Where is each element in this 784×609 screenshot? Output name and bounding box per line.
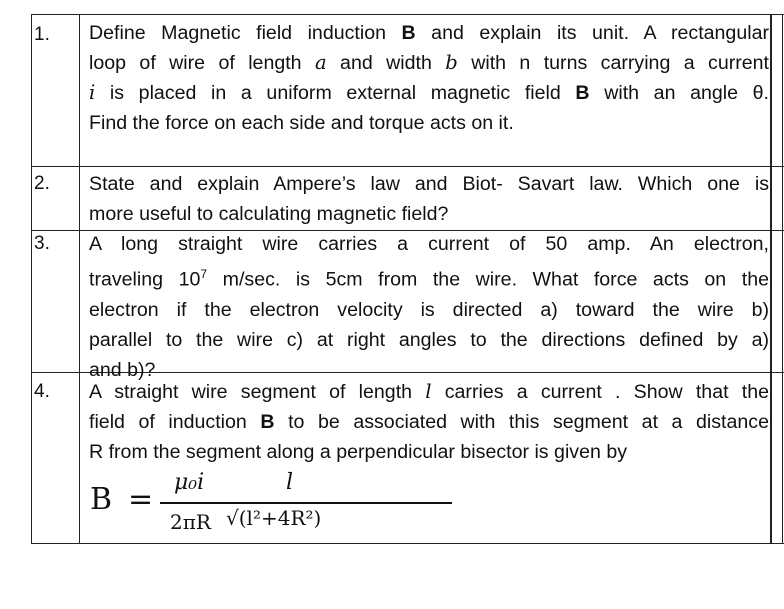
question-line	[89, 229, 769, 259]
text-segment: R from the segment along a perpendicular bisector is given by	[89, 441, 628, 463]
text-segment: with n turns carrying a current	[457, 52, 770, 74]
question-number-2: 2.	[34, 173, 50, 194]
formula-numerator-left: μ₀i	[174, 470, 205, 495]
math-symbol: b	[445, 51, 458, 74]
question-number-3: 3.	[34, 233, 50, 254]
text-segment: loop of wire of length	[89, 52, 315, 74]
formula-denominator-right: √(l²+4R²)	[226, 506, 322, 530]
table-top-border	[31, 14, 784, 15]
table-bottom-border	[31, 543, 784, 544]
bold-symbol: B	[575, 82, 590, 104]
text-segment: to be associated with this segment at a distance	[274, 411, 769, 433]
text-segment: State and explain Ampere’s law and Biot- Savart law. Which one is	[89, 173, 769, 195]
row-divider-1	[31, 166, 784, 167]
formula-lhs: B	[90, 482, 113, 517]
text-segment: carries a current . Show that the	[431, 381, 769, 403]
question-number-4: 4.	[34, 381, 50, 402]
bold-symbol: B	[260, 411, 275, 433]
question-text-2	[89, 169, 769, 229]
text-segment: field of induction	[89, 411, 261, 433]
bold-symbol: B	[401, 22, 416, 44]
question-number-1: 1.	[34, 24, 50, 45]
text-segment: 7	[200, 267, 208, 281]
text-segment: with an angle θ.	[589, 82, 769, 104]
text-segment: and width	[326, 52, 446, 74]
math-symbol: l	[425, 380, 432, 403]
question-line	[89, 259, 769, 295]
question-line	[89, 295, 769, 325]
question-text-4	[89, 377, 769, 467]
question-line	[89, 48, 769, 78]
text-segment: and b)?	[89, 358, 156, 381]
table-right-border	[770, 14, 772, 544]
question-text-1	[89, 18, 769, 138]
text-segment: is placed in a uniform external magnetic field	[95, 82, 576, 104]
formula-numerator-right: l	[286, 470, 294, 495]
question-line	[89, 18, 769, 48]
formula-denominator-left: 2πR	[170, 510, 211, 534]
biot-savart-formula	[88, 470, 388, 540]
math-symbol: a	[314, 51, 327, 74]
formula-equals: =	[128, 482, 154, 517]
question-line	[89, 108, 769, 138]
text-segment: A straight wire segment of length	[89, 381, 426, 403]
outer-right-edge	[782, 14, 783, 544]
math-symbol: i	[89, 81, 96, 104]
text-segment: A long straight wire carries a current of 50 amp. An electron,	[89, 233, 769, 255]
text-segment: and explain its unit. A rectangular	[415, 22, 769, 44]
text-segment: more useful to calculating magnetic field?	[89, 203, 449, 225]
text-segment: Find the force on each side and torque acts on it.	[89, 112, 514, 134]
question-line	[89, 407, 769, 437]
question-text-3	[89, 229, 769, 385]
question-line	[89, 377, 769, 407]
text-segment: traveling 10	[89, 268, 201, 291]
question-line	[89, 169, 769, 199]
question-line	[89, 199, 769, 229]
text-segment: m/sec. is 5cm from the wire. What force acts on the	[207, 268, 769, 291]
question-line	[89, 78, 769, 108]
text-segment: parallel to the wire c) at right angles to the directions defined by a)	[89, 328, 769, 351]
text-segment: Define Magnetic field induction	[89, 22, 402, 44]
question-line	[89, 437, 769, 467]
fraction-bar	[160, 502, 452, 504]
question-line	[89, 325, 769, 355]
column-divider	[79, 14, 80, 544]
table-left-border	[31, 14, 32, 544]
text-segment: electron if the electron velocity is directed a) toward the wire b)	[89, 298, 769, 321]
